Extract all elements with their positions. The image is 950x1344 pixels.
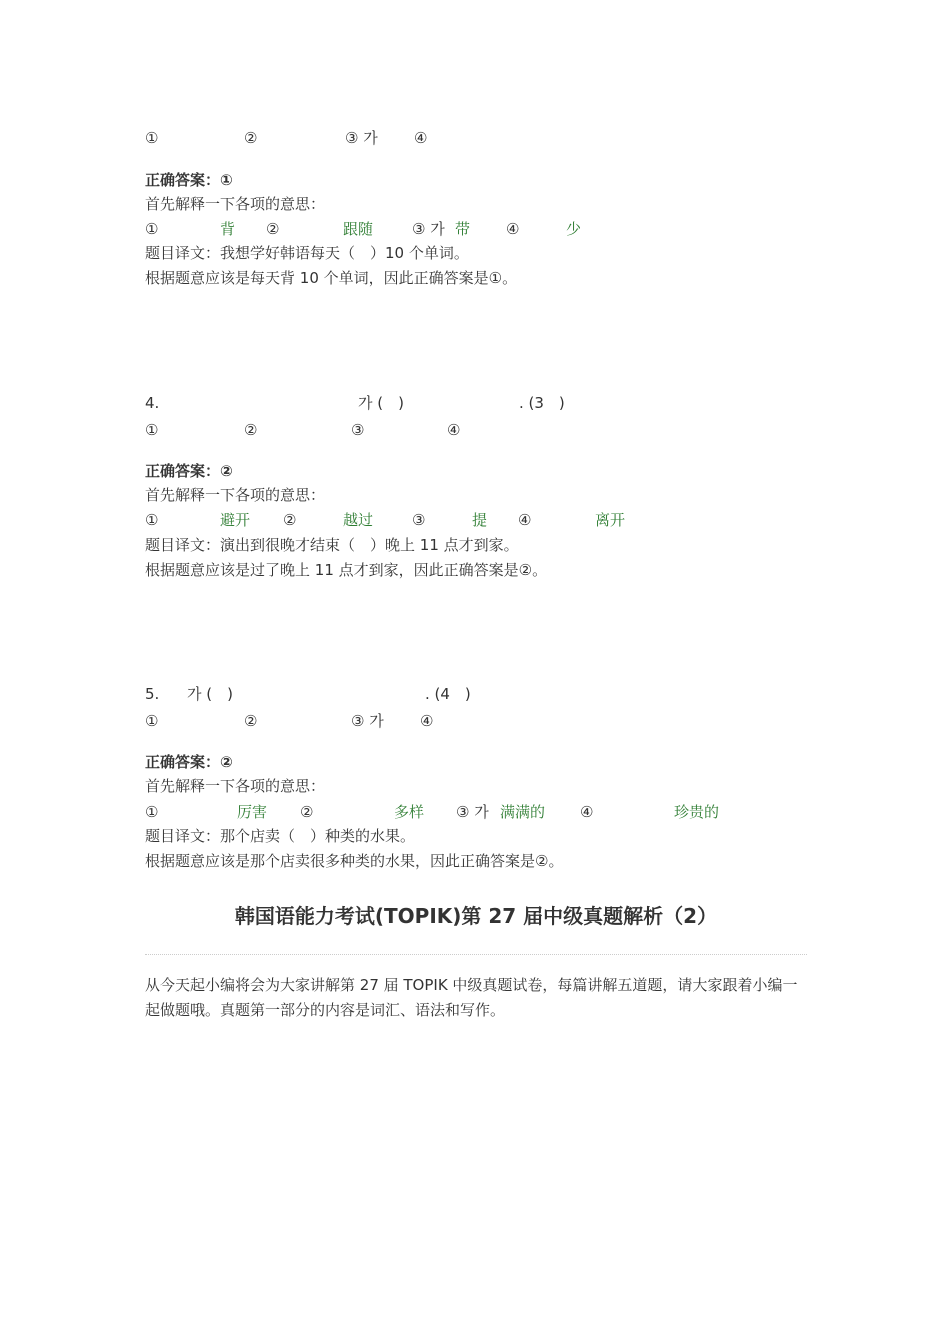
answer-label: 正确答案：: [145, 753, 221, 771]
meaning-mark-2: ②: [283, 511, 297, 529]
meaning-2: 多样: [394, 803, 425, 821]
meaning-mark-3: ③ 가: [412, 220, 445, 238]
q4-explain-intro: 首先解释一下各项的意思：: [145, 486, 326, 504]
question-blank: 가 ( ): [187, 685, 233, 703]
q5-option-4[interactable]: ④: [420, 712, 434, 730]
q5-conclusion: 根据题意应该是那个店卖很多种类的水果，因此正确答案是②。: [145, 852, 564, 870]
q4-answer: [145, 461, 233, 481]
meaning-3: 满满的: [500, 803, 546, 821]
question-end: . (3 ): [519, 394, 565, 412]
answer-label: 正确答案：: [145, 462, 221, 480]
q4-translation: 题目译文：演出到很晚才结束（ ）晚上 11 点才到家。: [145, 536, 519, 554]
answer-value: ②: [220, 462, 233, 480]
meaning-mark-4: ④: [580, 803, 594, 821]
q3-option-3[interactable]: ③ 가: [345, 129, 378, 147]
q4-option-4[interactable]: ④: [447, 421, 461, 439]
q5-option-1[interactable]: ①: [145, 712, 159, 730]
q3-conclusion: 根据题意应该是每天背 10 个单词，因此正确答案是①。: [145, 269, 518, 287]
meaning-mark-4: ④: [506, 220, 520, 238]
meaning-2: 越过: [343, 511, 374, 529]
q4-option-1[interactable]: ①: [145, 421, 159, 439]
question-end: . (4 ): [425, 685, 471, 703]
meaning-1: 避开: [220, 511, 251, 529]
meaning-mark-4: ④: [518, 511, 532, 529]
q3-option-2[interactable]: ②: [244, 129, 258, 147]
q3-explain-intro: 首先解释一下各项的意思：: [145, 195, 326, 213]
q5-option-2[interactable]: ②: [244, 712, 258, 730]
meaning-mark-2: ②: [300, 803, 314, 821]
answer-label: 正确答案：: [145, 171, 221, 189]
meaning-4: 少: [566, 220, 582, 238]
meaning-mark-2: ②: [266, 220, 280, 238]
meaning-1: 背: [220, 220, 236, 238]
q4-option-3[interactable]: ③: [351, 421, 365, 439]
meaning-mark-3: ③: [412, 511, 426, 529]
article-intro: 从今天起小编将会为大家讲解第 27 届 TOPIK 中级真题试卷，每篇讲解五道题，请大家跟着小编一起做题哦。真题第一部分的内容是词汇、语法和写作。: [145, 976, 798, 1019]
q3-option-1[interactable]: ①: [145, 129, 159, 147]
title-divider: [145, 954, 807, 955]
meaning-4: 珍贵的: [674, 803, 720, 821]
q5-option-3[interactable]: ③ 가: [351, 712, 384, 730]
q4-conclusion: 根据题意应该是过了晚上 11 点才到家，因此正确答案是②。: [145, 561, 548, 579]
q4-option-2[interactable]: ②: [244, 421, 258, 439]
q5-answer: [145, 752, 233, 772]
q3-option-4[interactable]: ④: [414, 129, 428, 147]
meaning-mark-1: ①: [145, 803, 159, 821]
meaning-mark-1: ①: [145, 220, 159, 238]
q5-explain-intro: 首先解释一下各项的意思：: [145, 777, 326, 795]
meaning-mark-3: ③ 가: [456, 803, 489, 821]
meaning-4: 离开: [595, 511, 626, 529]
question-blank: 가 ( ): [358, 394, 404, 412]
meaning-mark-1: ①: [145, 511, 159, 529]
answer-value: ①: [220, 171, 233, 189]
q3-translation: 题目译文：我想学好韩语每天（ ）10 个单词。: [145, 244, 469, 262]
question-number: 5.: [145, 685, 160, 703]
q3-answer: [145, 170, 233, 190]
meaning-2: 跟随: [343, 220, 374, 238]
meaning-3: 带: [455, 220, 471, 238]
question-number: 4.: [145, 394, 160, 412]
article-title[interactable]: 韩国语能力考试(TOPIK)第 27 届中级真题解析（2）: [234, 904, 718, 928]
meaning-3: 提: [472, 511, 488, 529]
answer-value: ②: [220, 753, 233, 771]
meaning-1: 厉害: [237, 803, 268, 821]
q5-translation: 题目译文：那个店卖（ ）种类的水果。: [145, 827, 416, 845]
